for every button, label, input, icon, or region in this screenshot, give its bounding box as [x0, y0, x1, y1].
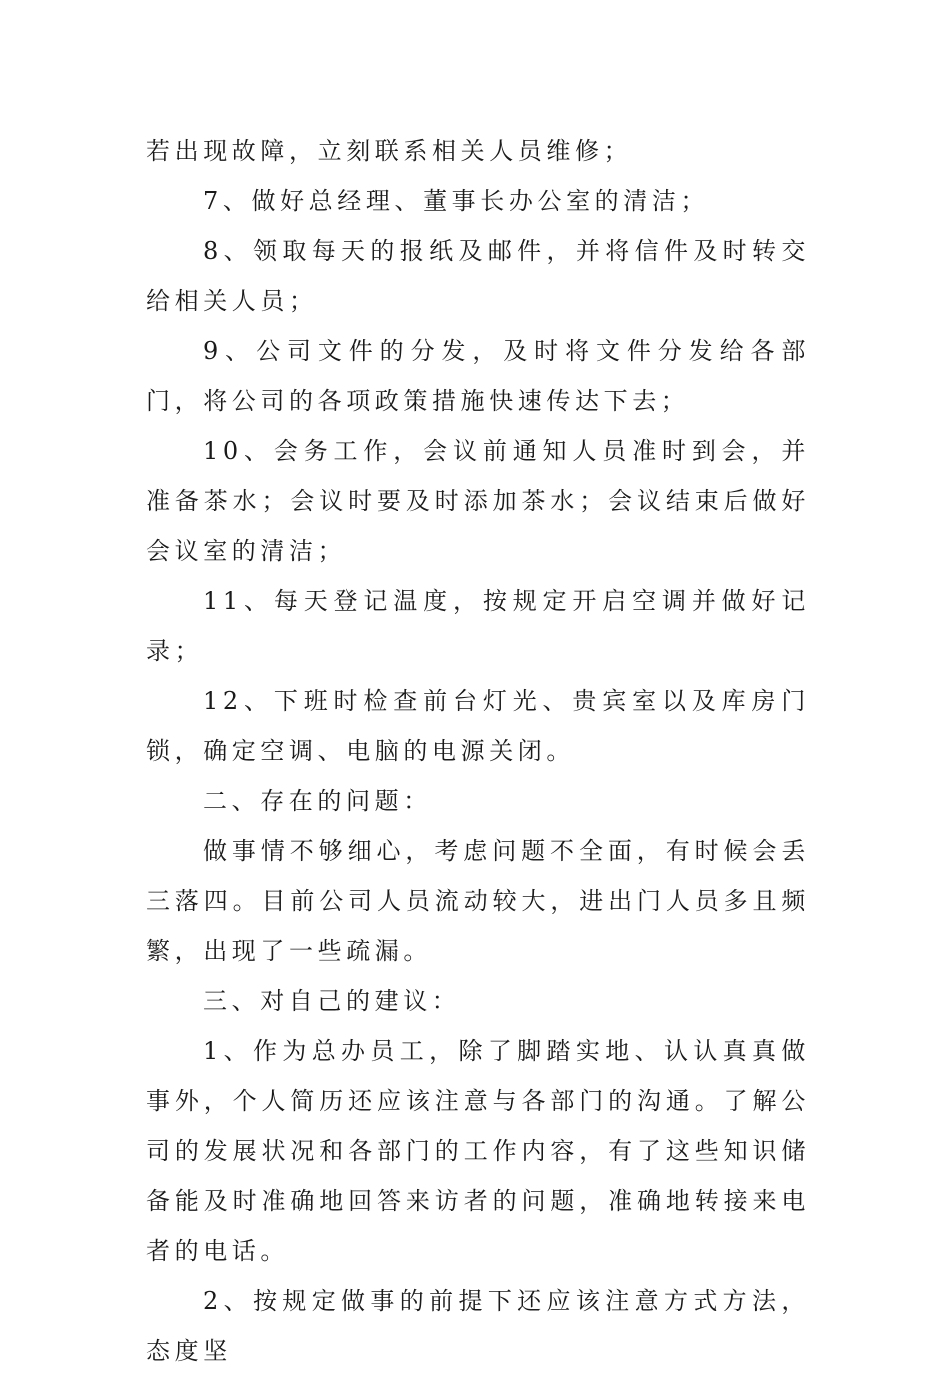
paragraph-item-9: 9、公司文件的分发，及时将文件分发给各部门，将公司的各项政策措施快速传达下去；	[146, 337, 810, 415]
paragraph-problems: 做事情不够细心，考虑问题不全面，有时候会丢三落四。目前公司人员流动较大，进出门人员多且频繁，出现了一些疏漏。	[146, 837, 810, 965]
paragraph-continuation: 若出现故障，立刻联系相关人员维修；	[146, 137, 633, 165]
section-heading-suggestions: 三、对自己的建议：	[203, 987, 461, 1015]
paragraph-item-11: 11、每天登记温度，按规定开启空调并做好记录；	[146, 587, 810, 665]
paragraph-item-12: 12、下班时检查前台灯光、贵宾室以及库房门锁，确定空调、电脑的电源关闭。	[146, 687, 810, 765]
paragraph-item-7: 7、做好总经理、董事长办公室的清洁；	[203, 187, 710, 215]
document-body	[146, 126, 810, 1376]
paragraph-item-8: 8、领取每天的报纸及邮件，并将信件及时转交给相关人员；	[146, 237, 810, 315]
paragraph-item-10: 10、会务工作，会议前通知人员准时到会，并准备茶水；会议时要及时添加茶水；会议结束后做好会议室的清洁；	[146, 437, 810, 565]
paragraph-suggestion-2: 2、按规定做事的前提下还应该注意方式方法，态度坚	[146, 1287, 810, 1365]
paragraph-suggestion-1: 1、作为总办员工，除了脚踏实地、认认真真做事外，个人简历还应该注意与各部门的沟通。了解公司的发展状况和各部门的工作内容，有了这些知识储备能及时准确地回答来访者的问题，准确地转接来电者的电话。	[146, 1037, 810, 1265]
section-heading-problems: 二、存在的问题：	[203, 787, 432, 815]
